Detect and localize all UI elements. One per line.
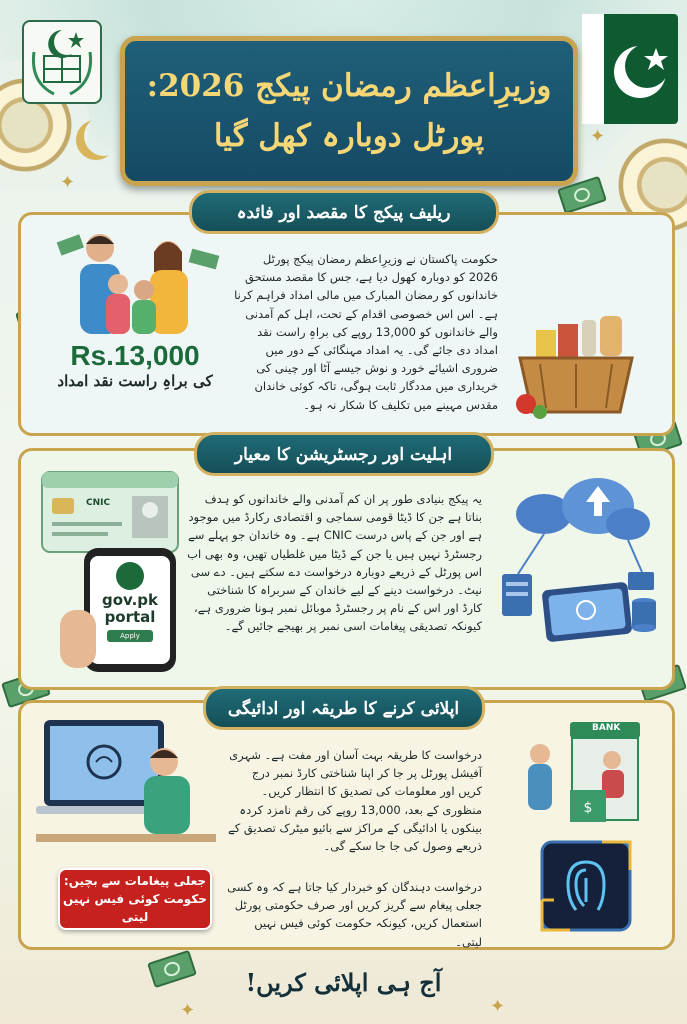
cnic-label: CNIC xyxy=(86,498,111,508)
crescent-moon-icon xyxy=(84,116,124,156)
amount-value: Rs.13,000 xyxy=(70,340,200,371)
fake-message-warning xyxy=(58,868,212,930)
gov-logo-icon xyxy=(116,562,144,590)
page-title-line2: پورٹل دوبارہ کھل گیا xyxy=(213,118,485,154)
section-heading-eligibility: اہلیت اور رجسٹریشن کا معیار xyxy=(194,432,494,476)
section-heading-relief: ریلیف پیکج کا مقصد اور فائدہ xyxy=(189,190,499,234)
fingerprint-scanner-illustration xyxy=(540,840,632,932)
state-emblem-icon xyxy=(22,20,102,104)
star-icon: ✦ xyxy=(180,1000,196,1021)
pakistan-flag-icon xyxy=(582,14,678,124)
warning-line2: حکومت کوئی فیس نہیں لیتی xyxy=(63,892,207,924)
hand-icon xyxy=(60,610,96,668)
section2-body: یہ پیکج بنیادی طور پر ان کم آمدنی والے خاندانوں کو ہدف بناتا ہے جن کا ڈیٹا قومی سماجی و اقتصادی رکارڈ میں موجود ہے اور جن کے پاس درست CNIC ہے۔ وہ خاندان جو پہلے سے رجسٹرڈ نہیں ہیں یا جن کے ڈیٹا میں غلطیاں تھیں، وہ بھی اب اس پورٹل کے ذریعے دوبارہ درخواست دے سکتے ہیں۔ دے سی نیٹ۔ درخواست دینے کے لیے خاندان کے سربراہ کا شناختی کارڈ اور اس کے نام پر رجسٹرڈ موبائل نمبر ہونا ضروری ہے، کیونکہ تصدیقی پیغامات اسی نمبر پر بھیجے جائیں گے۔ xyxy=(187,492,482,634)
bank-counter-illustration xyxy=(516,720,644,824)
section3-body: درخواست کا طریقہ بہت آسان اور مفت ہے۔ شہری آفیشل پورٹل پر جا کر اپنا شناختی کارڈ نمبر درج کریں اور معلومات کی تصدیق کا انتظار کریں۔ منظوری کے بعد، 13,000 روپے کی رقم نامزد کردہ بینکوں یا ادائیگی کے مراکز سے بائیو میٹرک تصدیق کے ذریعے وصول کی جا جا سکے گی۔ xyxy=(228,748,482,854)
phone-portal-label: portal xyxy=(104,608,156,626)
amount-box xyxy=(46,340,224,420)
amount-caption: کی براہِ راست نقد امداد xyxy=(57,372,213,390)
section-heading-apply: اپلائی کرنے کا طریقہ اور ادائیگی xyxy=(203,686,485,730)
grocery-basket-illustration xyxy=(510,312,642,420)
family-illustration xyxy=(40,224,226,342)
section1-body: حکومت پاکستان نے وزیرِاعظم رمضان پیکج پورٹل 2026 کو دوبارہ کھول دیا ہے، جس کا مقصد مستحق خاندانوں کو رمضان المبارک میں مالی امداد فراہم کرنا ہے۔ اس اس خصوصی اقدام کے تحت، اہل کم آمدنی والے خاندانوں کو 13,000 روپے کی براہِ راست نقد امداد دی جائے گی۔ یہ امداد مہنگائی کے دور میں ضروری اشیائے خورد و نوش جیسے آٹا اور چینی کی خریداری میں مددگار ثابت ہوگی، تاکہ کوئی خاندان مقدس مہینے میں تکلیف کا شکار نہ ہو۔ xyxy=(234,252,498,412)
bank-label: BANK xyxy=(592,723,621,733)
star-icon: ✦ xyxy=(60,172,76,193)
call-to-action: آج ہی اپلائی کریں! xyxy=(245,968,442,997)
svg-text:$: $ xyxy=(583,800,593,816)
warning-line1: جعلی پیغامات سے بچیں: xyxy=(63,874,207,888)
section3-warning-body: درخواست دہندگان کو خبردار کیا جاتا ہے کہ وہ کسی جعلی پیغام سے گریز کریں اور صرف حکومتی پورٹل استعمال کریں، کیونکہ حکومت کوئی فیس نہیں لیتی۔ xyxy=(227,880,482,949)
title-banner xyxy=(120,36,578,186)
phone-domain: gov.pk xyxy=(101,591,158,609)
cloud-data-illustration xyxy=(488,470,658,668)
phone-apply-button: Apply xyxy=(107,630,153,642)
cnic-card-illustration xyxy=(40,470,180,554)
laptop-user-illustration xyxy=(36,716,216,862)
star-icon: ✦ xyxy=(490,996,506,1017)
star-icon: ✦ xyxy=(590,126,606,147)
page-title-line1: وزیرِاعظم رمضان پیکج 2026: xyxy=(146,68,552,104)
